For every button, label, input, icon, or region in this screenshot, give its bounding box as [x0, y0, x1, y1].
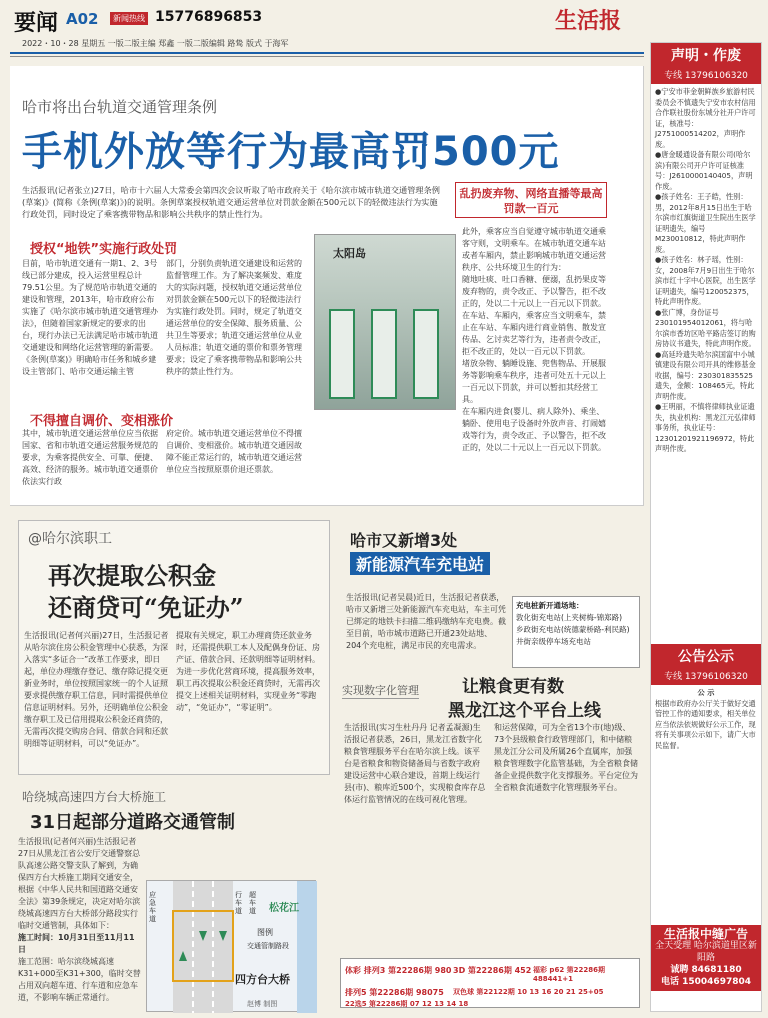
gjj-headline-1: 再次提取公积金 — [48, 561, 216, 590]
subway-photo — [314, 234, 456, 410]
page-code: A02 — [66, 10, 99, 28]
sidebar-ad — [651, 925, 761, 991]
traffic-para: 生活报讯(记者何兴丽)生活报记者27日从黑龙江省公安厅交通警察总队高速公路交警支队了解到，为确保四方台大桥施工期间交通安全，根据《中华人民共和国道路交通安全法》第39条规定，决定对哈尔滨绕城高速四方台大桥部分路段实行临时交通管制，具体如下： — [18, 837, 141, 930]
food-col-2: 和运营保障，可为全省13个市(地)级、73个县级粮食行政管理部门，和中储粮黑龙江分公司及所属26个直属库，加强粮食管理数字化监管基础，为全省粮食储备企业提供数字化支撑服务。平台定位为全省粮食流通数字化管理服务平台。 — [494, 723, 638, 792]
food-col-1: 生活报讯(实习生杜丹丹 记者孟凝源)生活报记者获悉，26日，黑龙江省数字化粮食管理服务平台在哈尔滨上线。该平台是省粮食和物资储备局与省数字政府建设运营中心联合建设，首期上线运行县(市)、粮库近500个，实现粮食库存总体运行监管情况的在线可视化管理。 — [344, 723, 486, 804]
traffic-body — [18, 836, 142, 1012]
notice-item: ●孩子姓名：林子瑶，性别：女，2008年7月9日出生于哈尔滨市红十字中心医院，出生医学证明遗失，编号120052375，特此声明作废。 — [655, 255, 756, 306]
highway — [173, 881, 233, 1013]
station-sign: 太阳岛 — [333, 247, 366, 260]
map-lane-label: 应急车道 — [149, 891, 156, 923]
lead-col-4-para-a: 此外，乘客应当自觉遵守城市轨道交通乘客守则，文明乘车。在城市轨道交通车站或者车厢内，禁止影响城市轨道交通运营秩序、公共环境卫生的行为： — [462, 227, 606, 272]
ad-line: 电话 15004697804 — [660, 977, 752, 987]
gjj-col-1: 生活报讯(记者何兴丽)27日，生活报记者从哈尔滨住房公积金管理中心获悉，为深入落实“多证合一”改革工作要求，即日起，单位办理缴存登记、缴存除记提交更新业务时，单位按照国家统一的个人证照要求提供缴存职工信息，同时需提供单位信息证明材料。另外，还明确单位公积金缴存职工及已信用提取公积金还商贷的，无需再次提交购房合同、借款合同和还款明细等证明材料，可以“免证办”。 — [24, 631, 169, 748]
gjj-headline-2: 还商贷可“免证办” — [48, 593, 244, 622]
sidebar-title: 声明・作废 — [651, 43, 761, 67]
map-river-label: 松花江 — [269, 903, 299, 914]
ev-body: 生活报讯(记者吴晨)近日，生活报记者获悉，哈市又新增三处新能源汽车充电站，车主可凭已绑定的地铁卡扫描二维码缴纳车充电费。截至目前，哈市城市道路已开通23处站地、204个充电桩，满足市民的充电需求。 — [346, 593, 506, 650]
subhead-authorize: 授权“地铁”实施行政处罚 — [30, 242, 178, 257]
lead-paragraph: 生活报讯(记者张立)27日，哈市十六届人大常委会第四次会议听取了哈市政府关于《哈尔滨市城市轨道交通管理条例(草案)》(简称《条例(草案)》)的说明。条例草案授权轨道交通运营单位对罚款金额在500元以下的轻微违法行为实施行政处罚，同时设定了乘客携带物品和影响公共秩序的禁止性行为。 — [22, 185, 440, 219]
lottery-item: 双色球 第22122期 10 13 16 20 21 25+05 — [453, 988, 604, 996]
lottery-item: 22选5 第22286期 07 12 13 14 18 — [345, 1000, 469, 1008]
gjj-tag: @哈尔滨职工 — [28, 531, 112, 547]
notice-item: ●唐金暖通设备有限公司(哈尔滨)有限公司开户许可证核准号：J2610000140405，声明作废。 — [655, 150, 753, 191]
lead-col-4-para-e: 在车厢内进食(婴儿、病人除外)、乘坐、躺卧、使用电子设备时外放声音、打闹嬉戏等行为，责令改正、予以警告，拒不改正的，处以二十元以上一百元以下罚款。 — [462, 407, 606, 452]
map-lane-label: 超车道 — [249, 891, 256, 915]
ad-line: 全天受理 哈尔滨道里区新阳路 — [655, 941, 757, 963]
newspaper-logo: 生活报 — [555, 8, 622, 34]
ad-line: 诚聘 84681180 — [670, 965, 742, 975]
lead-col-4-para-b: 随地吐痰、吐口香糖、便溺，乱扔果皮等废弃物的，责令改正、予以警告，拒不改正的，处以二十元以上一百元以下罚款。 — [462, 275, 606, 308]
lead-col-2: 部门，分别负责轨道交通建设和运营的监督管理工作。为了解决案频发、难度大的实际问题，授权轨道交通运营单位对罚款金额在500元以下的轻微违法行为实施行政处罚。同时，规定了轨道交通运营单位的安全保障、服务质量、公共卫生等要求；轨道交通运营单位从业人员标准；轨道交通的票价和票务管理要求；设定了乘客携带物品和影响公共秩序的禁止性行为。 — [166, 259, 302, 376]
ev-box-line: 敦化街充电站(上夹树梅-锦郑路) — [516, 613, 623, 622]
notice-item: ●孩子姓名：王子皓，性别：男，2012年8月15日出生于哈尔滨市红旗街道卫生院出生医学证明遗失，编号M230010812，特此声明作废。 — [655, 192, 756, 254]
platform-door — [371, 309, 397, 399]
lead-col-3a: 其中，城市轨道交通运营单位应当依据国家、省和市轨道交通运营服务规范的要求，为乘客提供安全、可靠、便捷、高效、经济的服务。城市轨道交通票价依法实行政 — [22, 429, 158, 486]
sidebar-title-2: 公告公示 — [651, 644, 761, 668]
sidebar-tel: 专线 13796106320 — [651, 67, 761, 84]
header-rule — [10, 52, 644, 54]
lead-col-1-para-b: 《条例(草案)》明确哈市任务和城乡建设主管部门、哈市交通运输主管 — [22, 355, 157, 376]
traffic-range: 施工范围：哈尔滨绕城高速K31+000至K31+300，临时交替占用双向超车道、行车道和应急车道，不影响车辆正常通行。 — [18, 957, 141, 1002]
hotline-number: 15776896853 — [155, 9, 263, 25]
food-headline-2: 黑龙江这个平台上线 — [448, 701, 601, 721]
lead-kicker: 哈市将出台轨道交通管理条例 — [22, 98, 218, 116]
ev-box-line: 乡政街充电站(统德蒙桥路-利民路) — [516, 625, 630, 634]
notice-item: ●王明丽，不慎将律师执业证遗失，执业机构：黑龙江元弘律师事务所，执业证号：12301201921196972，特此声明作废。 — [655, 402, 756, 453]
lead-headline: 手机外放等行为最高罚500元 — [22, 129, 560, 175]
header-rule-thin — [10, 56, 644, 57]
lead-col-3b: 府定价。城市轨道交通运营单位不得擅自调价、变相涨价。城市轨道交通因故障不能正常运行的，城市轨道交通运营单位应当按照原票价退还票款。 — [166, 429, 302, 474]
lead-col-1 — [22, 258, 160, 408]
hotline-label: 新闻热线 — [110, 12, 148, 25]
notice-text: 根据市政府办公厅关于做好交通管控工作的通知要求，相关单位应当依法依规做好公示工作，现将有关事项公示如下，请广大市民监督。 — [655, 698, 756, 750]
ev-headline-2: 新能源汽车充电站 — [350, 552, 490, 575]
river — [297, 881, 317, 1013]
gjj-col-2: 提取有关规定，职工办理商贷还款业务时，还需提供职工本人及配偶身份证、房产证、借款合同、还款明细等证明材料。为进一步优化营商环境，提高服务效率，职工再次提取公积金还商贷时，无需再次提交上述相关证明材料，实现业务“零跑动”，“免证办”，“零证明”。 — [176, 631, 320, 712]
fine-callout: 乱扔废弃物、网络直播等最高罚款一百元 — [455, 182, 607, 218]
map-legend-title: 图例 — [257, 928, 273, 937]
lead-col-4-para-c: 在车站、车厢内，乘客应当文明乘车，禁止在车站、车厢内进行商业销售、散发宣传品、乞讨卖艺等行为，违者责令改正，拒不改正的，处以一百元以下罚款。 — [462, 311, 606, 356]
lottery-item: 3D 第22286期 452 — [453, 966, 532, 975]
ev-headline-1: 哈市又新增3处 — [350, 531, 458, 550]
lead-col-1-para-a: 目前，哈市轨道交通有一期1、2、3号线已部分建成，投入运营里程总计79.51公里。为了规范哈市轨道交通的建设和管理，2013年，哈市政府公布实施了《哈尔滨市城市轨道交通管理办法》，但随着国家新规定的要求的出台，现行办法已无法满足哈市城市轨道交通建设和网络化运营管理的新需要。 — [22, 259, 158, 352]
traffic-time: 施工时间：10月31日至11月11日 — [18, 933, 135, 954]
map-lane-label: 行车道 — [235, 891, 242, 915]
lead-col-4 — [462, 226, 612, 500]
lottery-bar — [340, 958, 640, 1008]
traffic-kicker: 哈绕城高速四方台大桥施工 — [22, 790, 167, 804]
notice-title: 公 示 — [697, 688, 715, 697]
section-title: 要闻 — [14, 10, 59, 36]
traffic-map — [146, 880, 316, 1012]
map-credit: 赵博 制图 — [247, 1000, 278, 1008]
ev-box-title: 充电桩新开通场地： — [516, 601, 584, 610]
ad-title: 生活报中缝广告 — [663, 927, 748, 941]
lead-col-4-para-d: 堵放杂物、躺睡设施、兜售物品、开展服务等影响乘车秩序，违者可处五十元以上一百元以下罚款，并可以暂扣其经营工具。 — [462, 359, 606, 404]
sidebar-public-notice — [651, 685, 761, 925]
food-headline-1: 让粮食更有数 — [462, 677, 564, 697]
ev-list-box — [512, 596, 640, 668]
notice-item: ●高延玲遗失哈尔滨国富中小城镇建设有限公司开具的维修基金收据，编号：230301835525遗失，金额：108465元，特此声明作废。 — [655, 349, 756, 401]
ev-box-line: 井街亲级停车场充电站 — [516, 637, 591, 646]
subhead-price: 不得擅自调价、变相涨价 — [30, 414, 174, 429]
lottery-item: 体彩 排列3 第22286期 980 — [345, 966, 452, 975]
lottery-item: 福彩 p62 第22286期 488441+1 — [533, 966, 605, 983]
dateline: 2022・10・28 星期五 一版二版主编 郑鑫 一版二版编辑 路鸷 版式 于海军 — [22, 39, 289, 48]
notice-item: ●张广博，身份证号230101954012061，将与哈尔滨市香坊区哈平路店签订的购房协议书遗失，特此声明作废。 — [655, 307, 756, 348]
classified-sidebar — [650, 42, 762, 1012]
food-tag: 实现数字化管理 — [342, 684, 419, 697]
sidebar-tel-2: 专线 13796106320 — [651, 668, 761, 685]
traffic-headline: 31日起部分道路交通管制 — [30, 812, 236, 833]
map-legend-item: 交通管制路段 — [247, 942, 289, 950]
map-bridge-label: 四方台大桥 — [235, 973, 290, 986]
lottery-item: 排列5 第22286期 98075 — [345, 988, 444, 997]
sidebar-notices — [651, 84, 761, 644]
notice-item: ●宁安市菲金朝鲜族乡旅游村民委员会不慎遗失宁安市农村信用合作联社股份东城分社开户许可证，核准号：J2751000514202，声明作废。 — [655, 87, 756, 149]
platform-door — [329, 309, 355, 399]
platform-door — [413, 309, 439, 399]
